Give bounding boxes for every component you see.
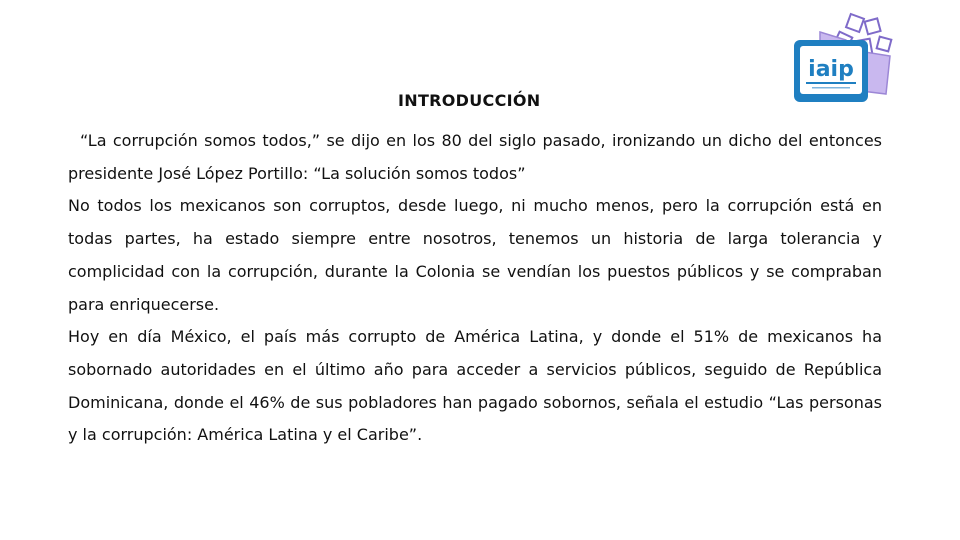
- paragraph-intro-quote: “La corrupción somos todos,” se dijo en los 80 del siglo pasado, ironizando un dicho del entonces presidente José López Portillo: “La solución somos todos”: [68, 131, 882, 183]
- iaip-logo-icon: [786, 10, 900, 110]
- slide-body: [68, 125, 882, 452]
- paragraph-statistics: Hoy en día México, el país más corrupto de América Latina, y donde el 51% de mexicanos ha sobornado autoridades en el último año para acceder a servicios públicos, seguido de República Dominicana, donde el 46% de sus pobladores han pagado sobornos, señala el estudio “Las personas y la corrupción: América Latina y el Caribe”.: [68, 327, 882, 445]
- iaip-logo: [786, 10, 900, 110]
- paragraph-history: No todos los mexicanos son corruptos, desde luego, ni mucho menos, pero la corrupción está en todas partes, ha estado siempre entre nosotros, tenemos un historia de larga tolerancia y complicidad con la corrupción, durante la Colonia se vendían los puestos públicos y se compraban para enriquecerse.: [68, 196, 882, 314]
- slide-title: INTRODUCCIÓN: [398, 91, 541, 110]
- logo-text: iaip: [808, 57, 854, 82]
